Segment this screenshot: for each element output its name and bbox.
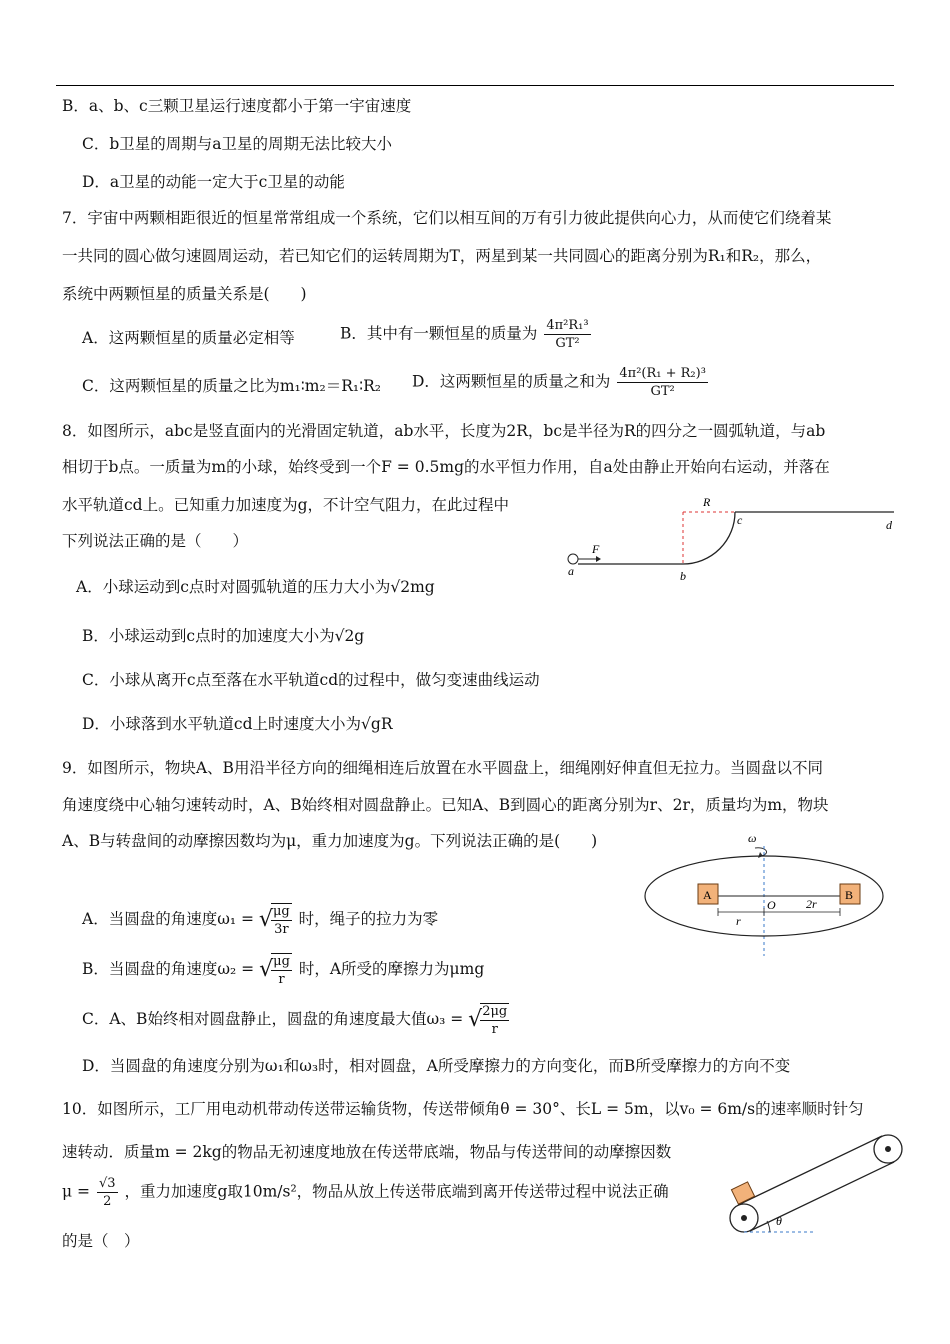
q7-option-d xyxy=(412,366,710,399)
q9-option-a-radical: √ xyxy=(258,907,273,932)
q8-stem-line-4: 下列说法正确的是（ ） xyxy=(62,532,249,550)
q10-mu-fraction xyxy=(97,1176,118,1209)
q9-fig-label-b: B xyxy=(845,888,854,902)
q10-stem-line-3-tail: ，重力加速度g取10m/s²，物品从放上传送带底端到离开传送带过程中说法正确 xyxy=(124,1182,669,1201)
q7-option-d-text: D．这两颗恒星的质量之和为 xyxy=(412,372,611,391)
q10-cargo-box xyxy=(731,1182,754,1204)
q7-stem-line-3: 系统中两颗恒星的质量关系是( ) xyxy=(62,285,307,303)
q9-option-a-fraction xyxy=(271,903,292,937)
q9-rotation-arrowhead xyxy=(758,852,763,858)
q10-mu-prefix: μ = xyxy=(62,1182,90,1201)
q10-mu-numerator: √3 xyxy=(98,1176,116,1191)
q8-stem-line-2: 相切于b点。一质量为m的小球，始终受到一个F = 0.5mg的水平恒力作用，自a处由静止开始向右运动，并落在 xyxy=(62,458,830,476)
q9-fig-label-omega: ω xyxy=(748,831,757,845)
q9-option-a-text: A．当圆盘的角速度ω₁ = xyxy=(82,910,254,928)
q7-option-c: C．这两颗恒星的质量之比为m₁∶m₂＝R₁∶R₂ xyxy=(82,377,382,395)
q9-disk-figure xyxy=(640,828,890,958)
q10-mu-denominator: 2 xyxy=(103,1194,112,1209)
q7-option-b-text: B．其中有一颗恒星的质量为 xyxy=(340,324,538,343)
q7-option-b-denominator: GT² xyxy=(555,336,580,351)
q6-option-b: B．a、b、c三颗卫星运行速度都小于第一宇宙速度 xyxy=(62,97,412,115)
q7-option-b xyxy=(340,318,593,351)
q10-stem-line-4: 的是（ ） xyxy=(62,1232,140,1250)
q9-stem-line-3: A、B与转盘间的动摩擦因数均为μ，重力加速度为g。下列说法正确的是( ) xyxy=(62,832,598,850)
q8-option-c: C．小球从离开c点至落在水平轨道cd的过程中，做匀变速曲线运动 xyxy=(82,671,540,689)
q9-option-c xyxy=(82,1003,511,1037)
q7-option-b-numerator: 4π²R₁³ xyxy=(546,318,589,333)
q9-fig-label-o: O xyxy=(767,898,776,912)
q8-fig-label-c: c xyxy=(737,513,743,527)
q7-option-a: A．这两颗恒星的质量必定相等 xyxy=(82,329,295,347)
q8-force-arrowhead xyxy=(596,556,601,562)
q10-fig-label-theta: θ xyxy=(776,1214,782,1228)
q7-option-d-fraction xyxy=(617,366,708,399)
q9-stem-line-1: 9．如图所示，物块A、B用沿半径方向的细绳相连后放置在水平圆盘上，细绳刚好伸直但无拉力。当圆盘以不同 xyxy=(62,759,823,777)
q8-option-d: D．小球落到水平轨道cd上时速度大小为√gR xyxy=(82,715,393,733)
q9-stem-line-2: 角速度绕中心轴匀速转动时，A、B始终相对圆盘静止。已知A、B到圆心的距离分别为r、2r，质量均为m，物块 xyxy=(62,796,829,814)
q9-option-b xyxy=(82,953,484,987)
q10-stem-line-3 xyxy=(62,1176,669,1209)
q8-option-a: A．小球运动到c点时对圆弧轨道的压力大小为√2mg xyxy=(76,578,435,596)
q8-fig-label-r: R xyxy=(703,495,711,509)
q9-option-c-numerator: 2μg xyxy=(482,1004,508,1019)
q9-option-c-denominator: r xyxy=(491,1022,498,1037)
q9-option-c-fraction xyxy=(480,1003,509,1037)
q9-option-b-numerator: μg xyxy=(273,954,290,969)
q8-option-b: B．小球运动到c点时的加速度大小为√2g xyxy=(82,627,365,645)
q8-fig-label-d: d xyxy=(886,518,892,532)
q9-option-a-denominator: 3r xyxy=(274,922,289,937)
q8-fig-label-b: b xyxy=(680,569,686,583)
q9-option-b-fraction xyxy=(271,953,292,987)
q10-belt-bottom xyxy=(750,1162,894,1231)
q9-option-b-tail: 时，A所受的摩擦力为μmg xyxy=(298,960,485,978)
q8-track-arc-bc xyxy=(683,512,735,564)
q7-option-d-denominator: GT² xyxy=(650,384,675,399)
q9-fig-label-2r: 2r xyxy=(806,897,817,911)
q8-track-figure xyxy=(560,490,900,585)
q7-option-b-fraction xyxy=(544,318,590,351)
header-rule xyxy=(56,85,894,86)
q7-option-d-numerator: 4π²(R₁ + R₂)³ xyxy=(619,366,706,381)
q6-option-d: D．a卫星的动能一定大于c卫星的动能 xyxy=(82,173,345,191)
q8-stem-line-3: 水平轨道cd上。已知重力加速度为g，不计空气阻力，在此过程中 xyxy=(62,496,510,514)
q10-stem-line-2: 速转动．质量m = 2kg的物品无初速度地放在传送带底端，物品与传送带间的动摩擦因数 xyxy=(62,1143,672,1161)
q8-stem-line-1: 8．如图所示，abc是竖直面内的光滑固定轨道，ab水平，长度为2R，bc是半径为R的四分之一圆弧轨道，与ab xyxy=(62,422,826,440)
q9-option-b-text: B．当圆盘的角速度ω₂ = xyxy=(82,960,255,978)
q7-stem-line-1: 7．宇宙中两颗相距很近的恒星常常组成一个系统，它们以相互间的万有引力彼此提供向心力，从而使它们绕着某 xyxy=(62,209,832,227)
q8-fig-label-f: F xyxy=(592,542,600,556)
q9-option-c-radical: √ xyxy=(468,1007,483,1032)
q9-option-b-radical: √ xyxy=(259,957,274,982)
q10-bottom-pulley-axle xyxy=(741,1215,747,1221)
q9-option-b-denominator: r xyxy=(278,972,285,987)
q9-option-a xyxy=(82,903,438,937)
q9-fig-label-r: r xyxy=(736,914,741,928)
q9-option-a-numerator: μg xyxy=(272,904,290,919)
q9-option-a-tail: 时，绳子的拉力为零 xyxy=(298,910,439,928)
q10-top-pulley-axle xyxy=(885,1146,891,1152)
q8-ball xyxy=(568,554,578,564)
q10-belt-top xyxy=(738,1136,882,1205)
q9-option-d: D．当圆盘的角速度分别为ω₁和ω₃时，相对圆盘，A所受摩擦力的方向变化，而B所受摩擦力的方向不变 xyxy=(82,1057,791,1075)
q6-option-c: C．b卫星的周期与a卫星的周期无法比较大小 xyxy=(82,135,393,153)
q9-fig-label-a: A xyxy=(703,888,712,902)
q10-conveyor-figure xyxy=(720,1125,920,1235)
q10-stem-line-1: 10．如图所示，工厂用电动机带动传送带运输货物，传送带倾角θ = 30°、长L = 5m，以v₀ = 6m/s的速率顺时针匀 xyxy=(62,1100,864,1118)
q7-stem-line-2: 一共同的圆心做匀速圆周运动，若已知它们的运转周期为T，两星到某一共同圆心的距离分别为R₁和R₂，那么， xyxy=(62,247,822,265)
q8-fig-label-a: a xyxy=(568,564,574,578)
q9-option-c-text: C．A、B始终相对圆盘静止，圆盘的角速度最大值ω₃ = xyxy=(82,1010,464,1028)
